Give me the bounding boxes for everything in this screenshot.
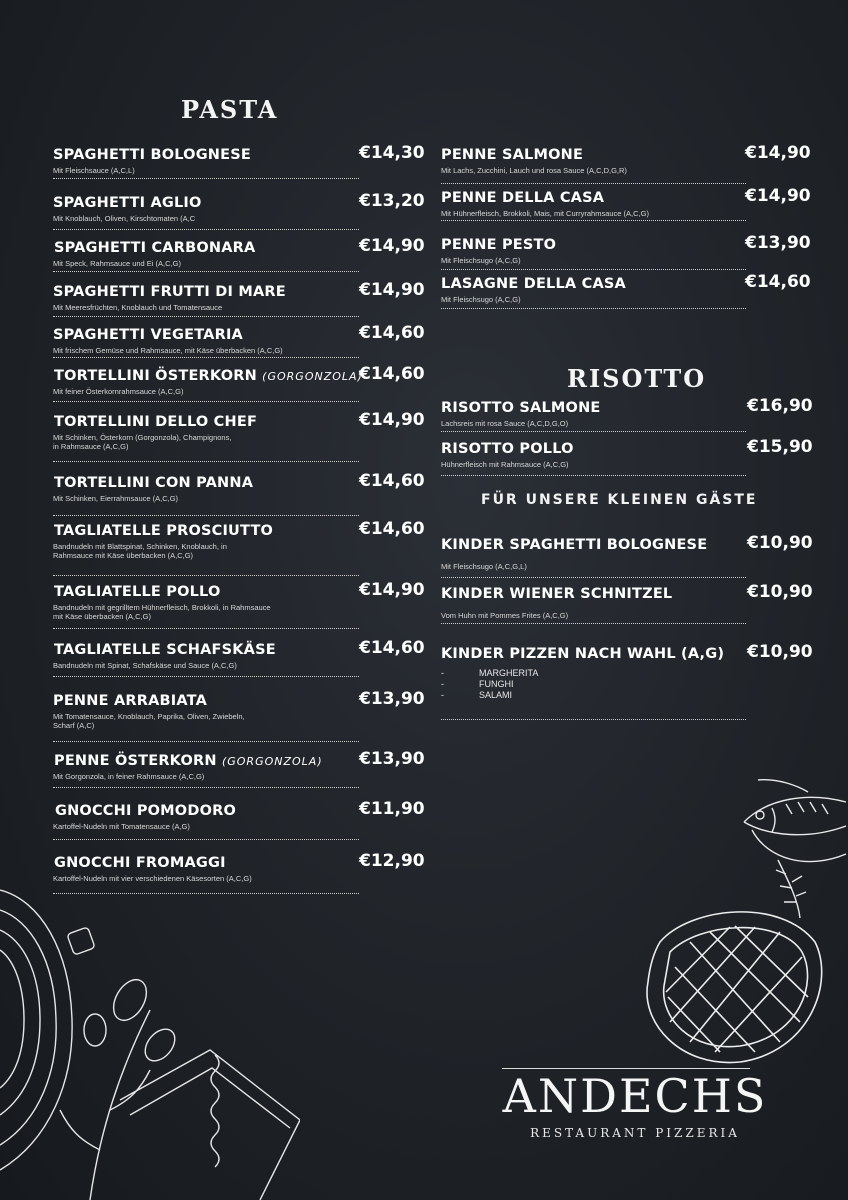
pasta-title: PASTA xyxy=(181,95,279,124)
menu-item-name xyxy=(441,190,649,206)
menu-item-description: Mit Fleischsugo (A,C,G) xyxy=(441,256,521,265)
menu-item-name xyxy=(441,646,724,662)
menu-item-price: €14,60 xyxy=(359,364,425,384)
menu-item-name xyxy=(53,414,257,430)
menu-item-name xyxy=(53,195,202,211)
menu-item-name-text: PENNE ARRABIATA xyxy=(53,693,208,709)
menu-item-divider xyxy=(441,308,746,309)
menu-item-name xyxy=(53,368,363,384)
menu-item-divider xyxy=(53,271,359,272)
menu-item-description: Mit Lachs, Zucchini, Lauch und rosa Sauce (A,C,D,G,R) xyxy=(441,166,627,175)
menu-item-divider xyxy=(441,577,746,578)
menu-item-price: €10,90 xyxy=(747,533,813,553)
menu-item-price: €14,60 xyxy=(359,638,425,658)
menu-item-name xyxy=(441,586,672,602)
menu-item xyxy=(441,582,813,620)
menu-item xyxy=(53,410,425,451)
menu-item-name-text: TORTELLINI CON PANNA xyxy=(54,475,254,491)
menu-item-divider xyxy=(441,719,746,720)
menu-item-divider xyxy=(53,741,359,742)
menu-item-price: €13,90 xyxy=(359,749,425,769)
menu-item-description: Bandnudeln mit Blattspinat, Schinken, Knoblauch, in Rahmsauce mit Käse überbacken (A,C,G) xyxy=(53,542,227,560)
menu-item-name-note: (GORGONZOLA) xyxy=(262,370,363,383)
menu-item-name-text: SPAGHETTI CARBONARA xyxy=(54,240,256,256)
menu-item-price: €13,90 xyxy=(745,233,811,253)
menu-item-description: Mit Gorgonzola, in feiner Rahmsauce (A,C,G) xyxy=(53,772,205,781)
menu-item xyxy=(53,519,425,560)
menu-item-description: Mit Speck, Rahmsauce und Ei (A,C,G) xyxy=(53,259,181,268)
menu-item-name xyxy=(441,441,574,457)
menu-item-divider xyxy=(53,676,359,677)
menu-item xyxy=(53,364,425,396)
logo-title: ANDECHS xyxy=(502,1069,768,1123)
pizza-option-dash: - xyxy=(441,690,444,700)
menu-item-price: €14,90 xyxy=(745,186,811,206)
menu-item-divider xyxy=(53,515,359,516)
menu-item-name xyxy=(53,327,283,343)
logo-divider xyxy=(502,1068,750,1069)
menu-item xyxy=(53,143,425,175)
menu-item-name-text: RISOTTO SALMONE xyxy=(441,400,601,416)
pizza-option-label: SALAMI xyxy=(479,690,513,700)
menu-item-description: Mit Knoblauch, Oliven, Kirschtomaten (A,C xyxy=(53,214,196,223)
menu-item-name-text: TORTELLINI ÖSTERKORN xyxy=(54,368,257,384)
menu-item-name xyxy=(441,147,627,163)
menu-item-divider xyxy=(441,431,746,432)
menu-item-divider xyxy=(53,316,359,317)
menu-item-name xyxy=(53,475,253,491)
pizza-option-label: MARGHERITA xyxy=(479,668,539,678)
risotto-title: RISOTTO xyxy=(567,364,707,393)
menu-item-divider xyxy=(53,628,359,629)
pizza-options-list xyxy=(441,668,724,701)
menu-item-price: €11,90 xyxy=(359,799,425,819)
menu-item-price: €14,60 xyxy=(745,272,811,292)
steak-illustration xyxy=(630,902,830,1072)
menu-item-name-note: (GORGONZOLA) xyxy=(221,755,323,768)
menu-item xyxy=(441,437,813,469)
fish-illustration xyxy=(738,770,848,920)
menu-item xyxy=(53,236,425,268)
menu-item-description: Kartoffel-Nudeln mit vier verschiedenen Käsesorten (A,C,G) xyxy=(53,874,252,883)
menu-item-name-text: KINDER WIENER SCHNITZEL xyxy=(441,586,673,602)
menu-item-price: €13,90 xyxy=(359,689,425,709)
menu-item-price: €14,60 xyxy=(359,323,425,343)
pizza-option xyxy=(441,690,724,701)
pizza-option-dash: - xyxy=(441,668,444,678)
menu-item-price: €10,90 xyxy=(747,582,813,602)
menu-item-name xyxy=(53,753,323,769)
menu-item-name-text: PENNE SALMONE xyxy=(441,147,584,163)
menu-item-divider xyxy=(53,839,359,840)
menu-item-name-text: LASAGNE DELLA CASA xyxy=(441,276,626,292)
menu-item xyxy=(53,638,425,670)
pizza-option xyxy=(441,668,724,679)
menu-item-name-text: PENNE PESTO xyxy=(441,237,557,253)
menu-item-name xyxy=(441,237,556,253)
menu-item-name xyxy=(53,284,286,300)
menu-item-divider xyxy=(441,183,746,184)
menu-item-description: Bandnudeln mit Spinat, Schafskäse und Sauce (A,C,G) xyxy=(53,661,237,670)
menu-item-price: €14,90 xyxy=(359,410,425,430)
menu-item xyxy=(53,749,425,781)
menu-item xyxy=(441,233,811,265)
menu-item-name-text: PENNE DELLA CASA xyxy=(441,190,605,206)
pizza-option xyxy=(441,679,724,690)
menu-item xyxy=(53,191,425,223)
menu-item-description: Hühnerfleisch mit Rahmsauce (A,C,G) xyxy=(441,460,569,469)
menu-item xyxy=(53,799,425,831)
restaurant-logo xyxy=(480,1062,790,1140)
menu-item-price: €14,90 xyxy=(359,236,425,256)
menu-item-price: €14,90 xyxy=(359,280,425,300)
menu-item-name-text: TAGLIATELLE SCHAFSKÄSE xyxy=(54,642,276,658)
menu-item-description: Mit Schinken, Eierrahmsauce (A,C,G) xyxy=(53,494,179,503)
menu-item-divider xyxy=(53,461,359,462)
menu-item-divider xyxy=(53,787,359,788)
menu-item-description: Mit Fleischsugo (A,C,G,L) xyxy=(441,562,527,571)
menu-item-description: Mit feiner Österkornrahmsauce (A,C,G) xyxy=(53,387,184,396)
menu-item-name xyxy=(53,584,271,600)
menu-item-name xyxy=(441,537,707,553)
menu-item-name xyxy=(441,276,626,292)
menu-item xyxy=(53,471,425,503)
kids-section-title: FÜR UNSERE KLEINEN GÄSTE xyxy=(481,492,758,508)
menu-item xyxy=(441,272,811,304)
menu-item-description: Mit Fleischsugo (A,C,G) xyxy=(441,295,521,304)
menu-item xyxy=(53,280,425,312)
menu-item xyxy=(53,580,425,621)
menu-item-description: Mit Tomatensauce, Knoblauch, Paprika, Oliven, Zwiebeln, Scharf (A,C) xyxy=(53,712,245,730)
menu-item-name-text: SPAGHETTI FRUTTI DI MARE xyxy=(53,284,286,300)
menu-item-divider xyxy=(441,475,746,476)
menu-item-description: Lachsreis mit rosa Sauce (A,C,D,G,O) xyxy=(441,419,569,428)
menu-item-price: €14,60 xyxy=(359,471,425,491)
menu-item-price: €12,90 xyxy=(359,851,425,871)
menu-item-name xyxy=(53,642,276,658)
menu-item xyxy=(441,533,813,571)
menu-item-description: Kartoffel-Nudeln mit Tomatensauce (A,G) xyxy=(53,822,190,831)
menu-item-price: €14,60 xyxy=(359,519,425,539)
menu-item xyxy=(441,143,811,175)
menu-item xyxy=(441,642,813,701)
menu-item-description: Mit frischem Gemüse und Rahmsauce, mit Käse überbacken (A,C,G) xyxy=(53,346,283,355)
menu-item-description: Vom Huhn mit Pommes Frites (A,C,G) xyxy=(441,611,569,620)
menu-item-name xyxy=(53,855,252,871)
pizza-option-dash: - xyxy=(441,679,444,689)
menu-item-name xyxy=(53,523,273,539)
menu-item-divider xyxy=(441,269,746,270)
menu-item-name-text: SPAGHETTI AGLIO xyxy=(53,195,202,211)
menu-item xyxy=(441,396,813,428)
menu-item-name xyxy=(53,240,255,256)
menu-item-price: €15,90 xyxy=(747,437,813,457)
menu-item-name-text: RISOTTO POLLO xyxy=(441,441,574,457)
menu-item-price: €14,90 xyxy=(745,143,811,163)
menu-item-divider xyxy=(53,357,359,358)
menu-item-price: €13,20 xyxy=(359,191,425,211)
menu-item-description: Mit Meeresfrüchten, Knoblauch und Tomatensauce xyxy=(53,303,223,312)
pizza-option-label: FUNGHI xyxy=(479,679,514,689)
menu-item-divider xyxy=(441,220,746,221)
menu-item-divider xyxy=(53,229,359,230)
menu-item-name-text: KINDER SPAGHETTI BOLOGNESE xyxy=(441,537,708,553)
menu-item-name xyxy=(53,147,251,163)
menu-item xyxy=(53,323,425,355)
menu-item xyxy=(53,689,425,730)
logo-tagline: RESTAURANT PIZZERIA xyxy=(530,1126,740,1140)
menu-item-description: Bandnudeln mit gegrilltem Hühnerfleisch, Brokkoli, in Rahmsauce mit Käse überbacken (A,C,G) xyxy=(53,603,271,621)
menu-item-description: Mit Hühnerfleisch, Brokkoli, Mais, mit Curryrahmsauce (A,C,G) xyxy=(441,209,649,218)
menu-item-name-text: TAGLIATELLE PROSCIUTTO xyxy=(54,523,274,539)
menu-item-price: €10,90 xyxy=(747,642,813,662)
menu-item-divider xyxy=(441,623,746,624)
menu-item-description: Mit Schinken, Österkorn (Gorgonzola), Champignons, in Rahmsauce (A,C,G) xyxy=(53,433,232,451)
menu-item-name xyxy=(53,693,245,709)
menu-item-description: Mit Fleischsauce (A,C,L) xyxy=(53,166,135,175)
menu-item-name xyxy=(53,803,236,819)
menu-item-name-text: TAGLIATELLE POLLO xyxy=(54,584,221,600)
menu-item-name-text: SPAGHETTI VEGETARIA xyxy=(53,327,243,343)
menu-item-name-text: SPAGHETTI BOLOGNESE xyxy=(53,147,251,163)
menu-item-divider xyxy=(53,575,359,576)
menu-item-name-text: GNOCCHI FROMAGGI xyxy=(54,855,226,871)
menu-item-price: €16,90 xyxy=(747,396,813,416)
menu-item-name-text: TORTELLINI DELLO CHEF xyxy=(54,414,258,430)
menu-item-price: €14,90 xyxy=(359,580,425,600)
menu-item-name-text: KINDER PIZZEN NACH WAHL (A,G) xyxy=(441,646,725,662)
menu-item-name xyxy=(441,400,601,416)
menu-item-divider xyxy=(53,178,359,179)
menu-item-name-text: GNOCCHI POMODORO xyxy=(55,803,236,819)
menu-item-name-text: PENNE ÖSTERKORN xyxy=(54,753,217,769)
menu-item-price: €14,30 xyxy=(359,143,425,163)
menu-item-divider xyxy=(53,401,359,402)
pasta-herbs-illustration xyxy=(0,870,300,1200)
menu-item xyxy=(441,186,811,218)
